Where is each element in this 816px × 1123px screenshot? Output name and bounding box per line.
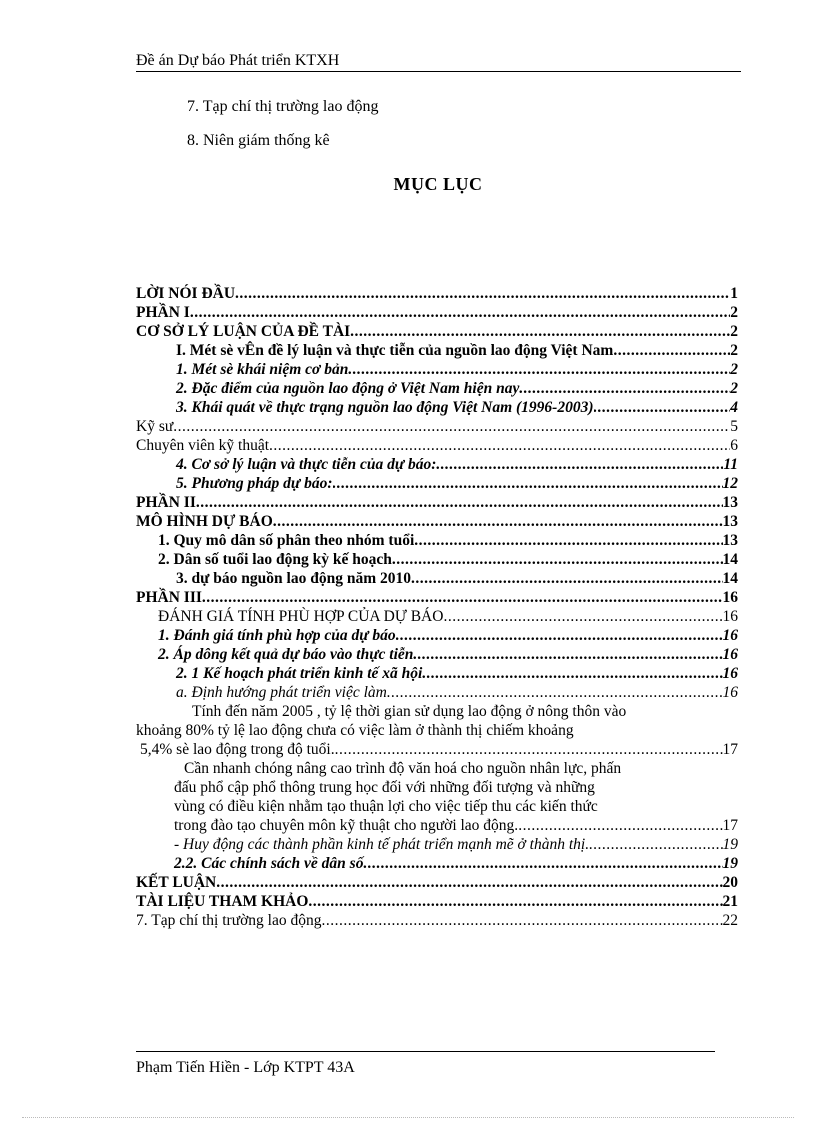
toc-label: 1. Mét sè khái niệm cơ bản <box>176 361 349 378</box>
toc-page: 19 <box>722 836 738 853</box>
toc-label: 2. Áp dông kết quả dự báo vào thực tiễn <box>158 646 414 663</box>
toc-entry[interactable] <box>136 512 738 531</box>
toc-label: 3. dự báo nguồn lao động năm 2010 <box>176 570 411 587</box>
toc-page: 17 <box>722 817 738 834</box>
toc-label: 5. Phương pháp dự báo: <box>176 475 333 492</box>
toc-page: 16 <box>722 589 738 606</box>
toc-entry-multiline[interactable] <box>136 759 738 835</box>
toc-entry[interactable] <box>136 322 738 341</box>
toc-page: 2 <box>730 342 738 359</box>
toc-entry[interactable] <box>136 474 738 493</box>
toc-label: I. Mét sè vÊn đề lý luận và thực tiễn của nguồn lao động Việt Nam <box>176 342 614 359</box>
toc-entry-multiline[interactable] <box>136 702 738 759</box>
toc-label: Chuyên viên kỹ thuật <box>136 437 270 454</box>
toc-label-line: Tính đến năm 2005 , tỷ lệ thời gian sử dụng lao động ở nông thôn vào <box>192 703 627 720</box>
page-header <box>136 51 741 72</box>
toc-label: TÀI LIỆU THAM KHẢO <box>136 893 309 910</box>
toc-label: 5,4% sè lao động trong độ tuổi. <box>140 741 335 758</box>
toc-label-line: khoảng 80% tỷ lệ lao động chưa có việc làm ở thành thị chiếm khoảng <box>136 722 574 739</box>
toc-label: KẾT LUẬN <box>136 874 217 891</box>
toc-entry[interactable] <box>136 550 738 569</box>
toc-label: 7. Tạp chí thị trường lao động <box>136 912 322 929</box>
page-footer <box>136 1051 715 1078</box>
toc-entry[interactable] <box>136 417 738 436</box>
toc-entry[interactable] <box>136 379 738 398</box>
toc-entry[interactable] <box>136 493 738 512</box>
toc-page: 16 <box>722 608 738 625</box>
toc-page: 1 <box>730 285 738 302</box>
toc-entry[interactable] <box>136 569 738 588</box>
toc-label: 2. Dân số tuổi lao động kỳ kế hoạch <box>158 551 392 568</box>
toc-label-line: đấu phổ cập phổ thông trung học đối với những đối tượng và những <box>174 779 595 796</box>
toc-page: 20 <box>722 874 738 891</box>
toc-label: trong đào tạo chuyên môn kỹ thuật cho người lao động. <box>174 817 519 834</box>
toc-label: a. Định hướng phát triển việc làm <box>176 684 387 701</box>
toc-entry[interactable] <box>136 626 738 645</box>
toc-page: 21 <box>722 893 738 910</box>
toc-page: 14 <box>722 570 738 587</box>
toc-page: 6 <box>730 437 738 454</box>
toc-label: 2.2. Các chính sách về dân số <box>174 855 364 872</box>
toc-page: 19 <box>722 855 738 872</box>
toc-label: PHẦN II <box>136 494 196 511</box>
toc-entry[interactable] <box>136 360 738 379</box>
toc-page: 17 <box>722 741 738 758</box>
toc-label-line: Cần nhanh chóng nâng cao trình độ văn hoá cho nguồn nhân lực, phấn <box>184 760 622 777</box>
toc-page: 2 <box>730 304 738 321</box>
toc-entry[interactable] <box>136 531 738 550</box>
toc-entry[interactable] <box>136 892 738 911</box>
toc-entry[interactable] <box>136 873 738 892</box>
toc-label: 4. Cơ sở lý luận và thực tiễn của dự báo: <box>176 456 437 473</box>
toc-entry[interactable] <box>136 911 738 930</box>
toc-page: 16 <box>722 646 738 663</box>
toc-label: ĐÁNH GIÁ TÍNH PHÙ HỢP CỦA DỰ BÁO <box>158 608 444 625</box>
toc-entry[interactable] <box>136 645 738 664</box>
toc-page: 13 <box>722 494 738 511</box>
toc-label: PHẦN III <box>136 589 202 606</box>
toc-page: 22 <box>722 912 738 929</box>
toc-page: 5 <box>730 418 738 435</box>
toc-label: 1. Đánh giá tính phù hợp của dự báo <box>158 627 396 644</box>
reference-item-8: 8. Niên giám thống kê <box>187 132 330 149</box>
toc-label: CƠ SỞ LÝ LUẬN CỦA ĐỀ TÀI <box>136 323 351 340</box>
toc-page: 11 <box>723 456 738 473</box>
toc-page: 13 <box>722 513 738 530</box>
toc-label: PHẦN I <box>136 304 190 321</box>
toc-label-line: vùng có điều kiện nhằm tạo thuận lợi cho việc tiếp thu các kiến thức <box>174 798 598 815</box>
toc-label: Kỹ sư <box>136 418 174 435</box>
toc-entry[interactable] <box>136 854 738 873</box>
toc-label: 3. Khái quát về thực trạng nguồn lao động Việt Nam (1996-2003) <box>176 399 594 416</box>
toc-entry[interactable] <box>136 683 738 702</box>
toc-page: 13 <box>722 532 738 549</box>
toc-entry[interactable] <box>136 303 738 322</box>
toc-entry[interactable] <box>136 664 738 683</box>
toc-entry[interactable] <box>136 607 738 626</box>
toc-page: 2 <box>730 361 738 378</box>
toc-page: 12 <box>722 475 738 492</box>
toc-entry[interactable] <box>136 835 738 854</box>
toc-entry[interactable] <box>136 341 738 360</box>
toc-entry[interactable] <box>136 436 738 455</box>
toc-page: 16 <box>722 627 738 644</box>
header-title: Đề án Dự báo Phát triển KTXH <box>136 52 340 69</box>
toc-label: LỜI NÓI ĐẦU <box>136 285 236 302</box>
toc-page: 16 <box>722 684 738 701</box>
toc-label: - Huy động các thành phần kinh tế phát triển mạnh mẽ ở thành thị. <box>174 836 590 853</box>
toc-label: 1. Quy mô dân số phân theo nhóm tuổi <box>158 532 415 549</box>
toc-label: MÔ HÌNH DỰ BÁO <box>136 513 273 530</box>
toc-entry[interactable] <box>136 588 738 607</box>
toc-page: 16 <box>722 665 738 682</box>
page-bottom-divider <box>22 1117 794 1118</box>
toc-label: 2. Đặc điểm của nguồn lao động ở Việt Nam hiện nay <box>176 380 520 397</box>
reference-item-7: 7. Tạp chí thị trường lao động <box>187 98 379 115</box>
toc-entry[interactable] <box>136 284 738 303</box>
toc-page: 2 <box>730 380 738 397</box>
toc-page: 4 <box>730 399 738 416</box>
toc-label: 2. 1 Kế hoạch phát triển kinh tế xã hội <box>176 665 423 682</box>
toc-entry[interactable] <box>136 455 738 474</box>
toc-page: 2 <box>730 323 738 340</box>
toc-title: MỤC LỤC <box>393 174 483 194</box>
footer-text: Phạm Tiến Hiền - Lớp KTPT 43A <box>136 1059 355 1076</box>
toc-entry[interactable] <box>136 398 738 417</box>
toc-page: 14 <box>722 551 738 568</box>
table-of-contents <box>136 284 738 930</box>
